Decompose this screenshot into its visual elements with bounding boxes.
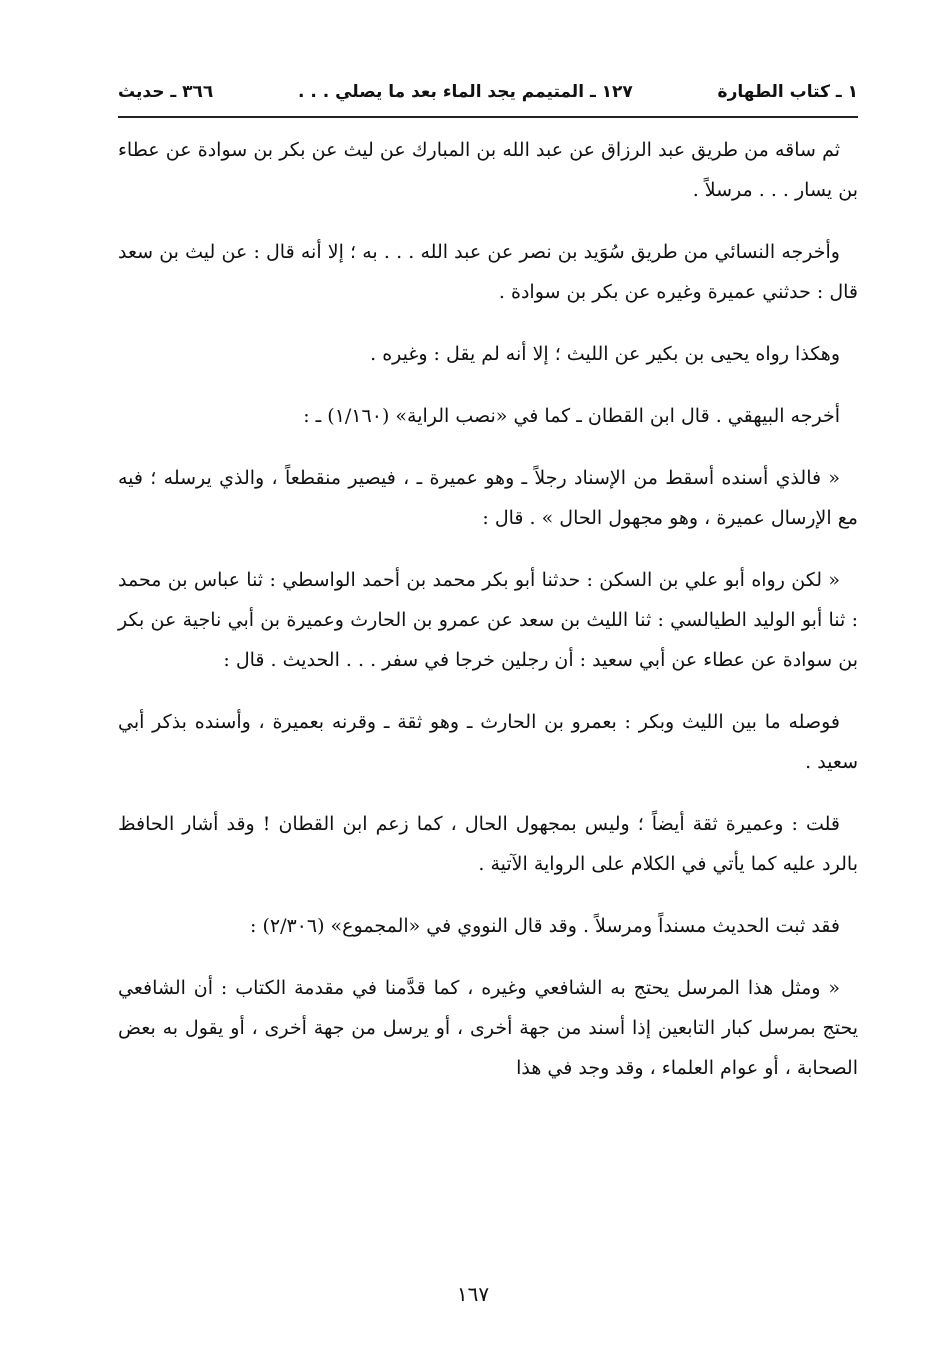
paragraph-7: فوصله ما بين الليث وبكر : بعمرو بن الحارث ـ وهو ثقة ـ وقرنه بعميرة ، وأسنده بذكر أبي سعيد . [118,711,858,773]
paragraph-5-quote: « فالذي أسنده أسقط من الإسناد رجلاً ـ وهو عميرة ـ ، فيصير منقطعاً ، والذي يرسله ؛ فيه مع الإرسال عميرة ، وهو مجهول الحال » . قال : [118,467,858,529]
running-header [118,70,858,114]
paragraph-10-quote: « ومثل هذا المرسل يحتج به الشافعي وغيره ، كما قدَّمنا في مقدمة الكتاب : أن الشافعي يحتج بمرسل كبار التابعين إذا أسند من جهة أخرى ، أو يرسل من جهة أخرى ، أو يقول به بعض الصحابة ، أو عوام العلماء ، وقد وجد في هذا [118,977,859,1079]
paragraph-9: فقد ثبت الحديث مسنداً ومرسلاً . وقد قال النووي في «المجموع» (٢/٣٠٦) : [250,915,840,937]
header-hadith-number: ٣٦٦ ـ حديث [118,82,214,102]
page-number: ١٦٧ [456,1282,490,1306]
header-chapter: ١٢٧ ـ المتيمم يجد الماء بعد ما يصلي . . . [297,82,633,102]
header-section: ١ ـ كتاب الطهارة [717,82,858,102]
page-body [118,130,858,1110]
paragraph-2: وأخرجه النسائي من طريق سُوَيد بن نصر عن عبد الله . . . به ؛ إلا أنه قال : عن ليث بن سعد قال : حدثني عميرة وغيره عن بكر بن سوادة . [118,241,858,303]
paragraph-8: قلت : وعميرة ثقة أيضاً ؛ وليس بمجهول الحال ، كما زعم ابن القطان ! وقد أشار الحافظ بالرد عليه كما يأتي في الكلام على الرواية الآتية . [118,813,858,875]
paragraph-3: وهكذا رواه يحيى بن بكير عن الليث ؛ إلا أنه لم يقل : وغيره . [370,343,840,365]
paragraph-1: ثم ساقه من طريق عبد الرزاق عن عبد الله بن المبارك عن ليث عن بكر بن سوادة عن عطاء بن يسار . . . مرسلاً . [118,139,858,201]
paragraph-6-quote: « لكن رواه أبو علي بن السكن : حدثنا أبو بكر محمد بن أحمد الواسطي : ثنا عباس بن محمد : ثنا أبو الوليد الطيالسي : ثنا الليث بن سعد عن عمرو بن الحارث وعميرة بن أبي ناجية عن بكر بن سوادة عن عطاء عن أبي سعيد : أن رجلين خرجا في سفر . . . الحديث . قال : [118,569,858,671]
paragraph-4: أخرجه البيهقي . قال ابن القطان ـ كما في «نصب الراية» (١/١٦٠) ـ : [303,405,840,427]
header-divider [118,116,858,118]
